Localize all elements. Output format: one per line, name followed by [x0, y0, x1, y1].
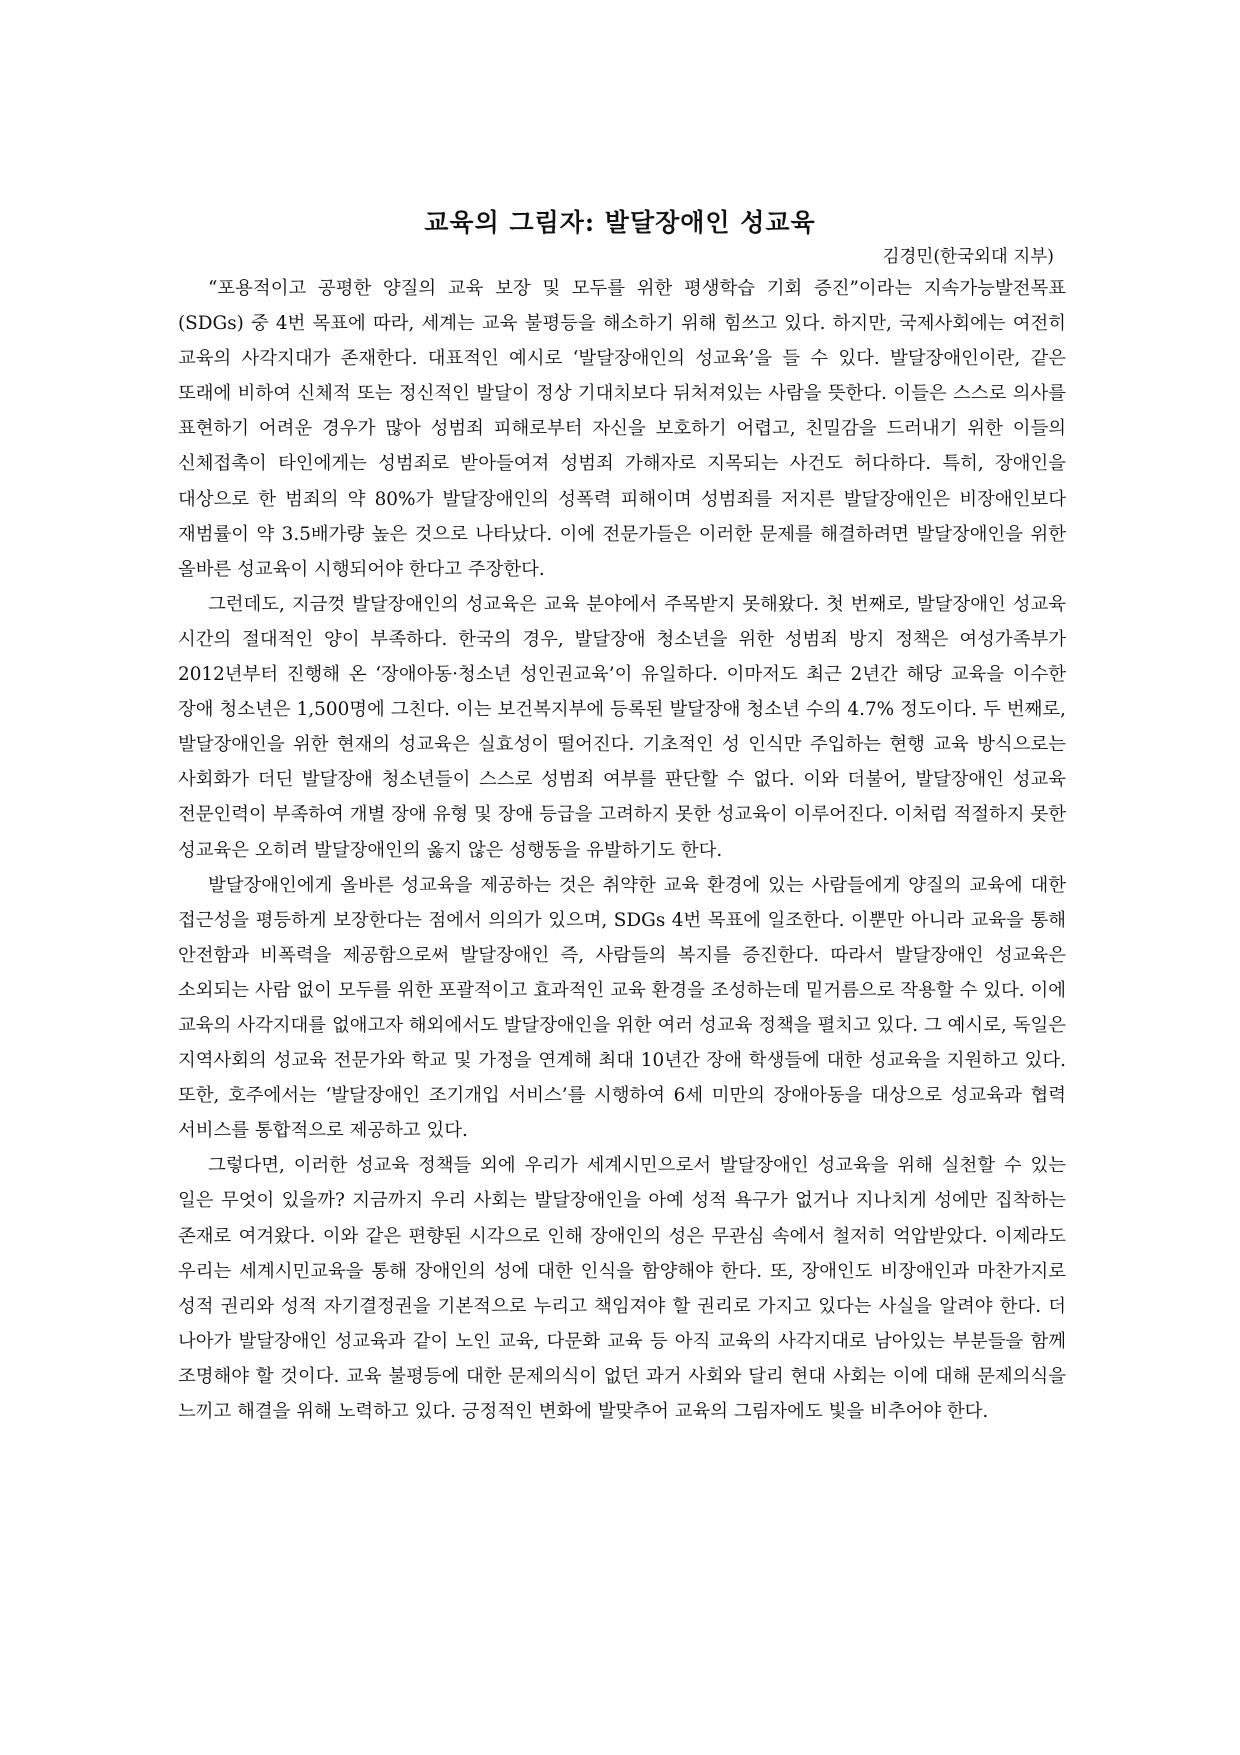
paragraph-2: 그런데도, 지금껏 발달장애인의 성교육은 교육 분야에서 주목받지 못해왔다. 첫 번째로, 발달장애인 성교육 시간의 절대적인 양이 부족하다. 한국의 경우, 발달장애 청소년을 위한 성범죄 방지 정책은 여성가족부가 2012년부터 진행해 온 ‘장애아동·청소년 성인권교육’이 유일하다. 이마저도 최근 2년간 해당 교육을 이수한 장애 청소년은 1,500명에 그친다. 이는 보건복지부에 등록된 발달장애 청소년 수의 4.7% 정도이다. 두 번째로, 발달장애인을 위한 현재의 성교육은 실효성이 떨어진다. 기초적인 성 인식만 주입하는 현행 교육 방식으로는 사회화가 더딘 발달장애 청소년들이 스스로 성범죄 여부를 판단할 수 없다. 이와 더불어, 발달장애인 성교육 전문인력이 부족하여 개별 장애 유형 및 장애 등급을 고려하지 못한 성교육이 이루어진다. 이처럼 적절하지 못한 성교육은 오히려 발달장애인의 옳지 않은 성행동을 유발하기도 한다.	[178, 593, 1066, 861]
paragraph-3: 발달장애인에게 올바른 성교육을 제공하는 것은 취약한 교육 환경에 있는 사람들에게 양질의 교육에 대한 접근성을 평등하게 보장한다는 점에서 의의가 있으며, SDGs 4번 목표에 일조한다. 이뿐만 아니라 교육을 통해 안전함과 비폭력을 제공함으로써 발달장애인 즉, 사람들의 복지를 증진한다. 따라서 발달장애인 성교육은 소외되는 사람 없이 모두를 위한 포괄적이고 효과적인 교육 환경을 조성하는데 밑거름으로 작용할 수 있다. 이에 교육의 사각지대를 없애고자 해외에서도 발달장애인을 위한 여러 성교육 정책을 펼치고 있다. 그 예시로, 독일은 지역사회의 성교육 전문가와 학교 및 가정을 연계해 최대 10년간 장애 학생들에 대한 성교육을 지원하고 있다. 또한, 호주에서는 ‘발달장애인 조기개입 서비스’를 시행하여 6세 미만의 장애아동을 대상으로 성교육과 협력 서비스를 통합적으로 제공하고 있다.	[178, 874, 1066, 1142]
author-line: 김경민(한국외대 지부)	[882, 247, 1054, 267]
paragraph-1: “포용적이고 공평한 양질의 교육 보장 및 모두를 위한 평생학습 기회 증진”이라는 지속가능발전목표(SDGs) 중 4번 목표에 따라, 세계는 교육 불평등을 해소하기 위해 힘쓰고 있다. 하지만, 국제사회에는 여전히 교육의 사각지대가 존재한다. 대표적인 예시로 ‘발달장애인의 성교육’을 들 수 있다. 발달장애인이란, 같은 또래에 비하여 신체적 또는 정신적인 발달이 정상 기대치보다 뒤처져있는 사람을 뜻한다. 이들은 스스로 의사를 표현하기 어려운 경우가 많아 성범죄 피해로부터 자신을 보호하기 어렵고, 친밀감을 드러내기 위한 이들의 신체접촉이 타인에게는 성범죄로 받아들여져 성범죄 가해자로 지목되는 사건도 허다하다. 특히, 장애인을 대상으로 한 범죄의 약 80%가 발달장애인의 성폭력 피해이며 성범죄를 저지른 발달장애인은 비장애인보다 재범률이 약 3.5배가량 높은 것으로 나타났다. 이에 전문가들은 이러한 문제를 해결하려면 발달장애인을 위한 올바른 성교육이 시행되어야 한다고 주장한다.	[178, 278, 1066, 580]
document-title: 교육의 그림자: 발달장애인 성교육	[424, 208, 816, 237]
article-body	[178, 271, 1066, 1429]
paragraph-4: 그렇다면, 이러한 성교육 정책들 외에 우리가 세계시민으로서 발달장애인 성교육을 위해 실천할 수 있는 일은 무엇이 있을까? 지금까지 우리 사회는 발달장애인을 아예 성적 욕구가 없거나 지나치게 성에만 집착하는 존재로 여겨왔다. 이와 같은 편향된 시각으로 인해 장애인의 성은 무관심 속에서 철저히 억압받았다. 이제라도 우리는 세계시민교육을 통해 장애인의 성에 대한 인식을 함양해야 한다. 또, 장애인도 비장애인과 마찬가지로 성적 권리와 성적 자기결정권을 기본적으로 누리고 책임져야 할 권리로 가지고 있다는 사실을 알려야 한다. 더 나아가 발달장애인 성교육과 같이 노인 교육, 다문화 교육 등 아직 교육의 사각지대로 남아있는 부분들을 함께 조명해야 할 것이다. 교육 불평등에 대한 문제의식이 없던 과거 사회와 달리 현대 사회는 이에 대해 문제의식을 느끼고 해결을 위해 노력하고 있다. 긍정적인 변화에 발맞추어 교육의 그림자에도 빛을 비추어야 한다.	[178, 1155, 1066, 1422]
